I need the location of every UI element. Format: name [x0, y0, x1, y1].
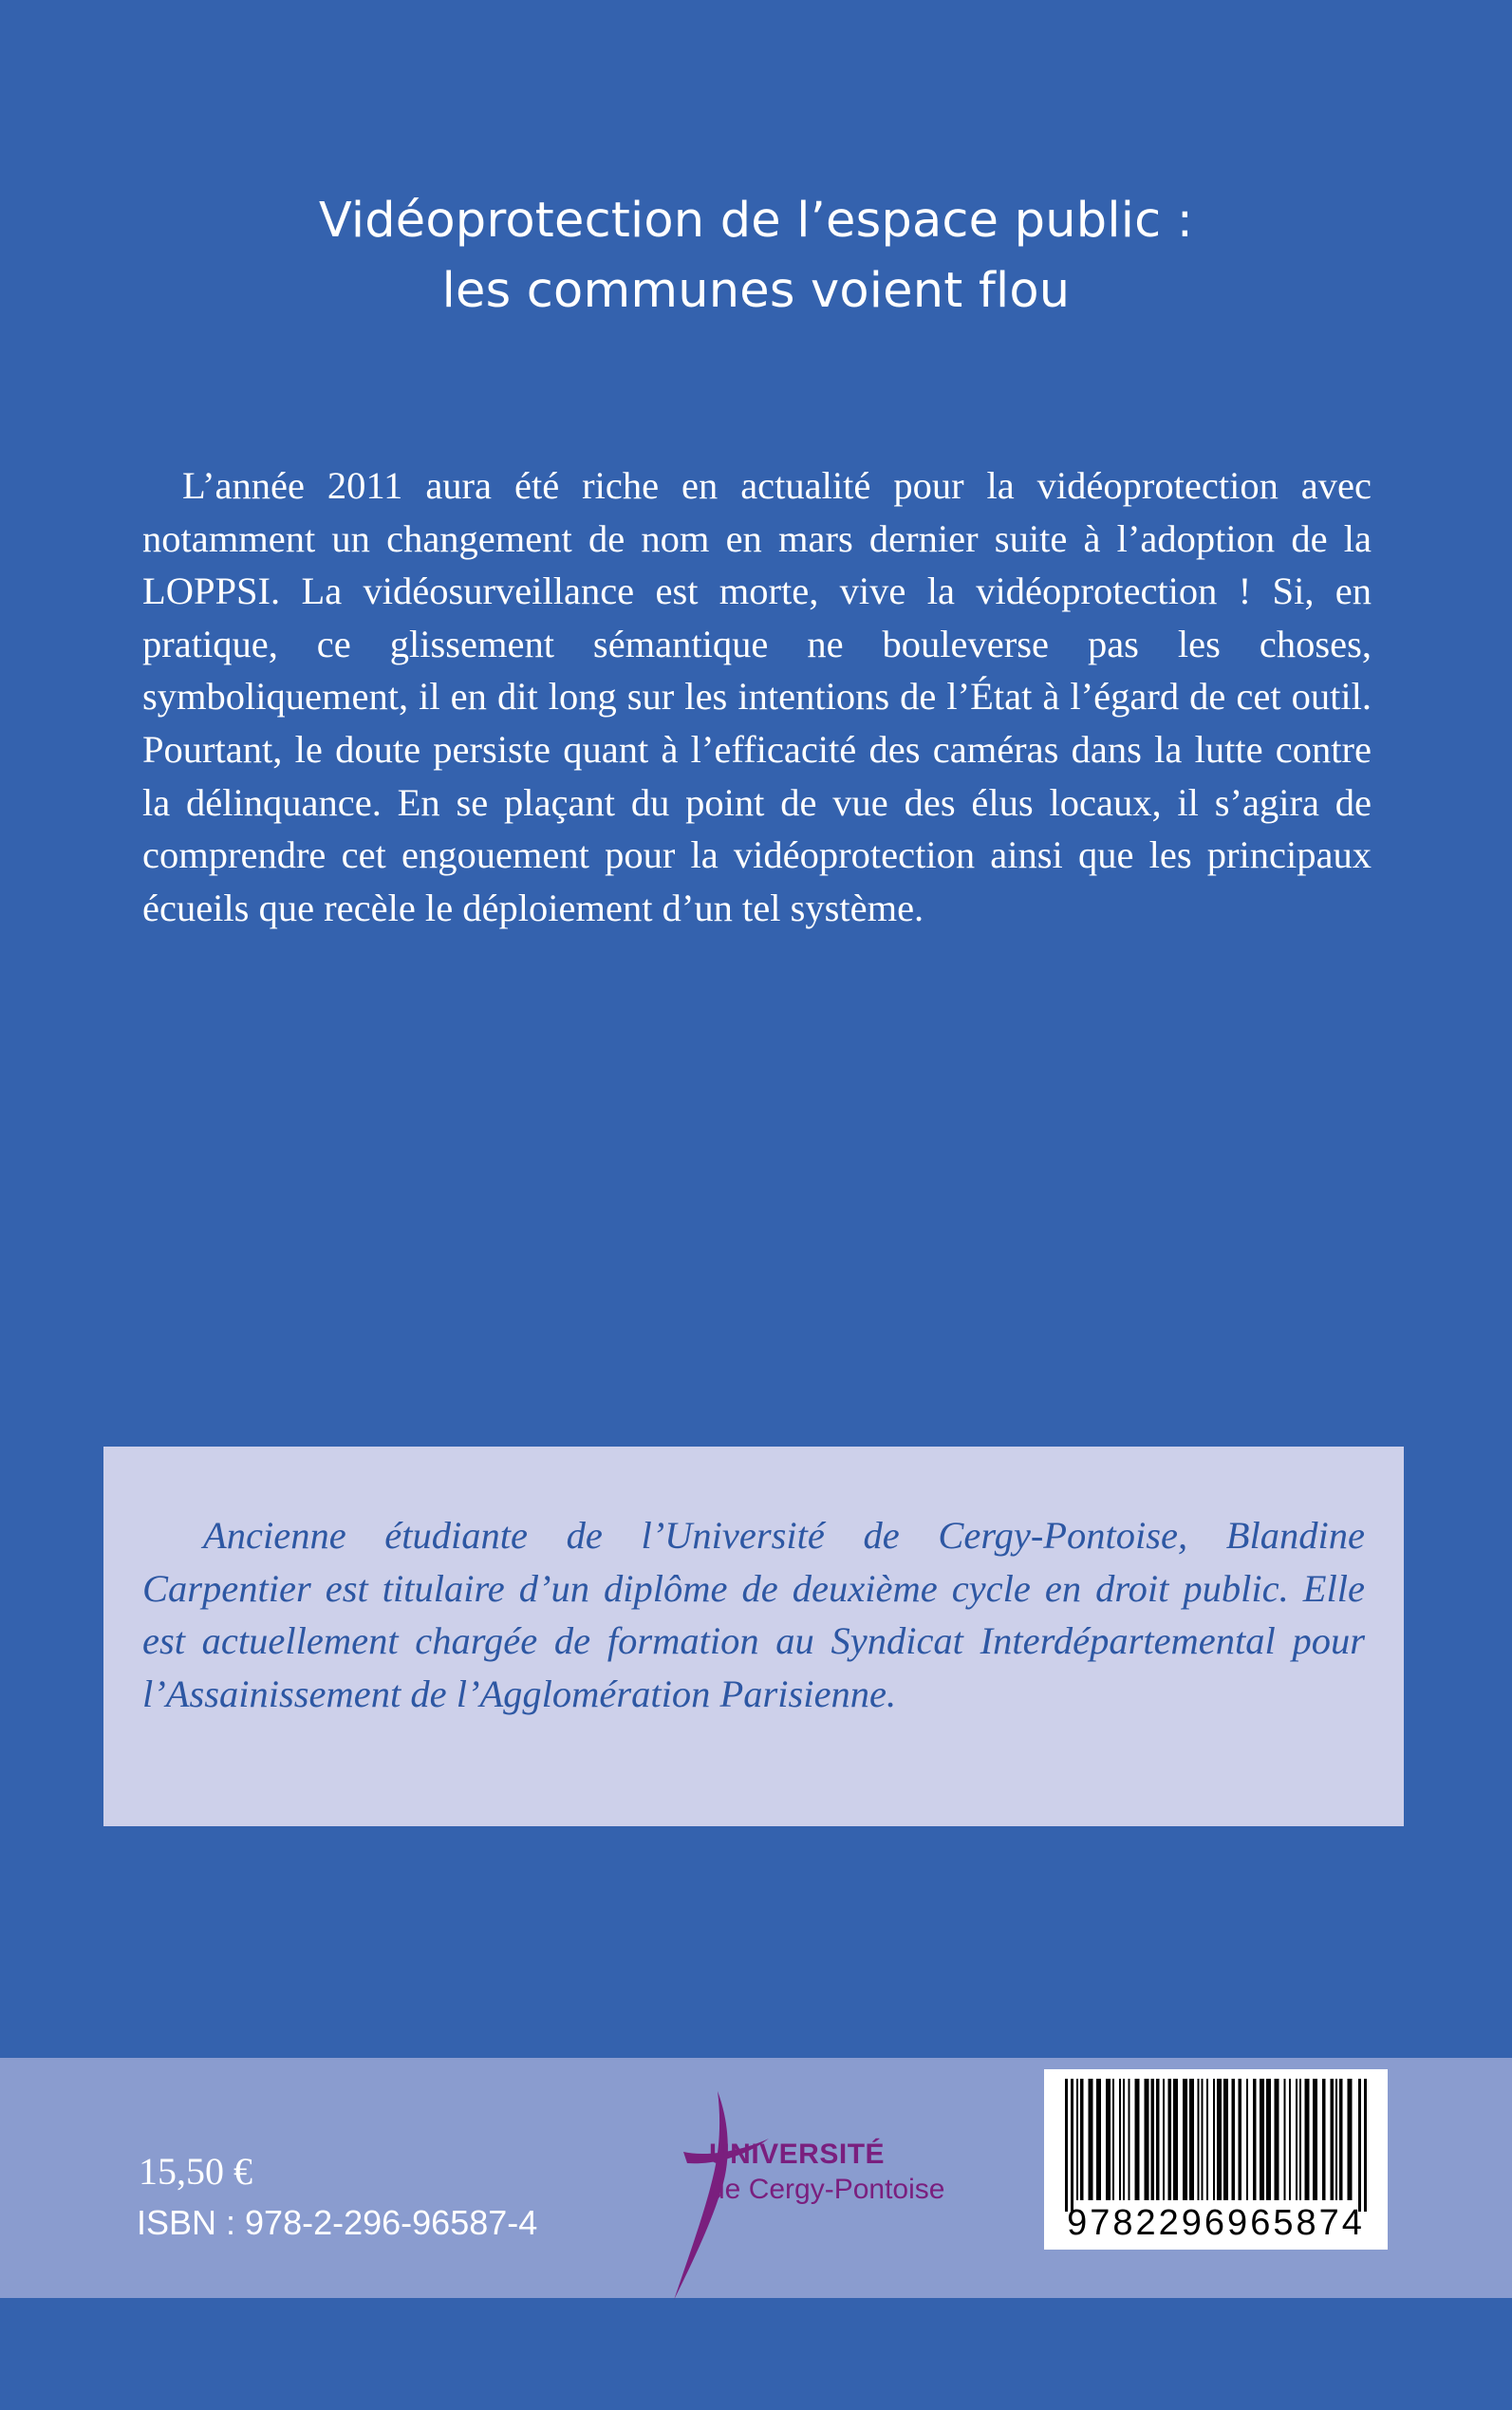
barcode-bar — [1296, 2079, 1297, 2200]
barcode-bar — [1183, 2079, 1187, 2200]
barcode-bar — [1217, 2079, 1222, 2200]
barcode-bar — [1123, 2079, 1125, 2200]
barcode-bar — [1331, 2079, 1335, 2200]
barcode-bar — [1145, 2079, 1149, 2200]
barcode-bar — [1129, 2079, 1130, 2200]
barcode-bar — [1080, 2079, 1084, 2200]
barcode-bar — [1246, 2079, 1248, 2200]
barcode-bar — [1206, 2079, 1208, 2200]
barcode-bar — [1065, 2079, 1068, 2212]
university-logo-line-2: de Cergy-Pontoise — [709, 2174, 945, 2205]
author-bio-box — [103, 1447, 1404, 1826]
barcode-bar — [1313, 2079, 1317, 2200]
barcode-bar — [1339, 2079, 1343, 2200]
barcode-bar — [1266, 2079, 1271, 2200]
author-bio-text: Ancienne étudiante de l’Université de Cergy-Pontoise, Blandine Carpentier est titulaire d’un diplôme de deuxième cycle en droit public. Elle est actuellement chargée de formation au Syndicat Interdépartemental pour l’Assainissement de l’Agglomération Parisienne. — [142, 1514, 1365, 1715]
barcode-bar — [1112, 2079, 1114, 2200]
barcode-bar — [1335, 2079, 1337, 2200]
book-title — [0, 186, 1512, 327]
isbn: ISBN : 978-2-296-96587-4 — [137, 2203, 538, 2242]
barcode-bar — [1089, 2079, 1093, 2200]
barcode-digits: 9782296965874 — [1067, 2203, 1365, 2243]
barcode-bar — [1305, 2079, 1310, 2200]
barcode-bar — [1260, 2079, 1264, 2200]
barcode-bar — [1232, 2079, 1236, 2200]
barcode-bar — [1364, 2079, 1367, 2212]
barcode-bar — [1173, 2079, 1178, 2200]
barcode-bar — [1322, 2079, 1326, 2200]
barcode-bar — [1202, 2079, 1204, 2200]
barcode-bar — [1275, 2079, 1279, 2200]
title-line-1: Vidéoprotection de l’espace public : — [318, 193, 1194, 249]
summary-text: L’année 2011 aura été riche en actualité pour la vidéoprotection avec notamment un changement de nom en mars dernier suite à l’adoption de la LOPPSI. La vidéosurveillance est morte, vive la vidéoprotection ! Si, en pratique, ce glissement sémantique ne bouleverse pas les choses, symboliquement, il en dit long sur les intentions de l’État à l’égard de cet outil. Pourtant, le doute persiste quant à l’efficacité des caméras dans la lutte contre la délinquance. En se plaçant du point de vue des élus locaux, il s’agira de comprendre cet engouement pour la vidéoprotection ainsi que les principaux écueils que recèle le déploiement d’un tel système. — [142, 464, 1372, 929]
barcode-bar — [1213, 2079, 1215, 2200]
barcode-bar — [1096, 2079, 1101, 2200]
barcode-bar — [1223, 2079, 1228, 2200]
barcode-bar — [1163, 2079, 1165, 2200]
barcode-bar — [1168, 2079, 1172, 2200]
barcode-bar — [1253, 2079, 1257, 2200]
barcode-bar — [1358, 2079, 1361, 2212]
barcode-bar — [1299, 2079, 1301, 2200]
university-logo-line-1: UNIVERSITÉ — [709, 2139, 886, 2170]
barcode-bar — [1348, 2079, 1353, 2200]
barcode — [1044, 2069, 1388, 2250]
barcode-bar — [1119, 2079, 1121, 2200]
barcode-bar — [1076, 2079, 1078, 2200]
barcode-bar — [1156, 2079, 1160, 2200]
barcode-bar — [1151, 2079, 1155, 2200]
barcode-bar — [1198, 2079, 1200, 2200]
barcode-bar — [1106, 2079, 1111, 2200]
barcode-bar — [1189, 2079, 1194, 2200]
barcode-bar — [1284, 2079, 1286, 2200]
price: 15,50 € — [139, 2150, 252, 2193]
barcode-bar — [1071, 2079, 1073, 2212]
barcode-bar — [1239, 2079, 1242, 2200]
title-line-2: les communes voient flou — [441, 263, 1071, 319]
barcode-bar — [1135, 2079, 1140, 2200]
barcode-bar — [1289, 2079, 1291, 2200]
